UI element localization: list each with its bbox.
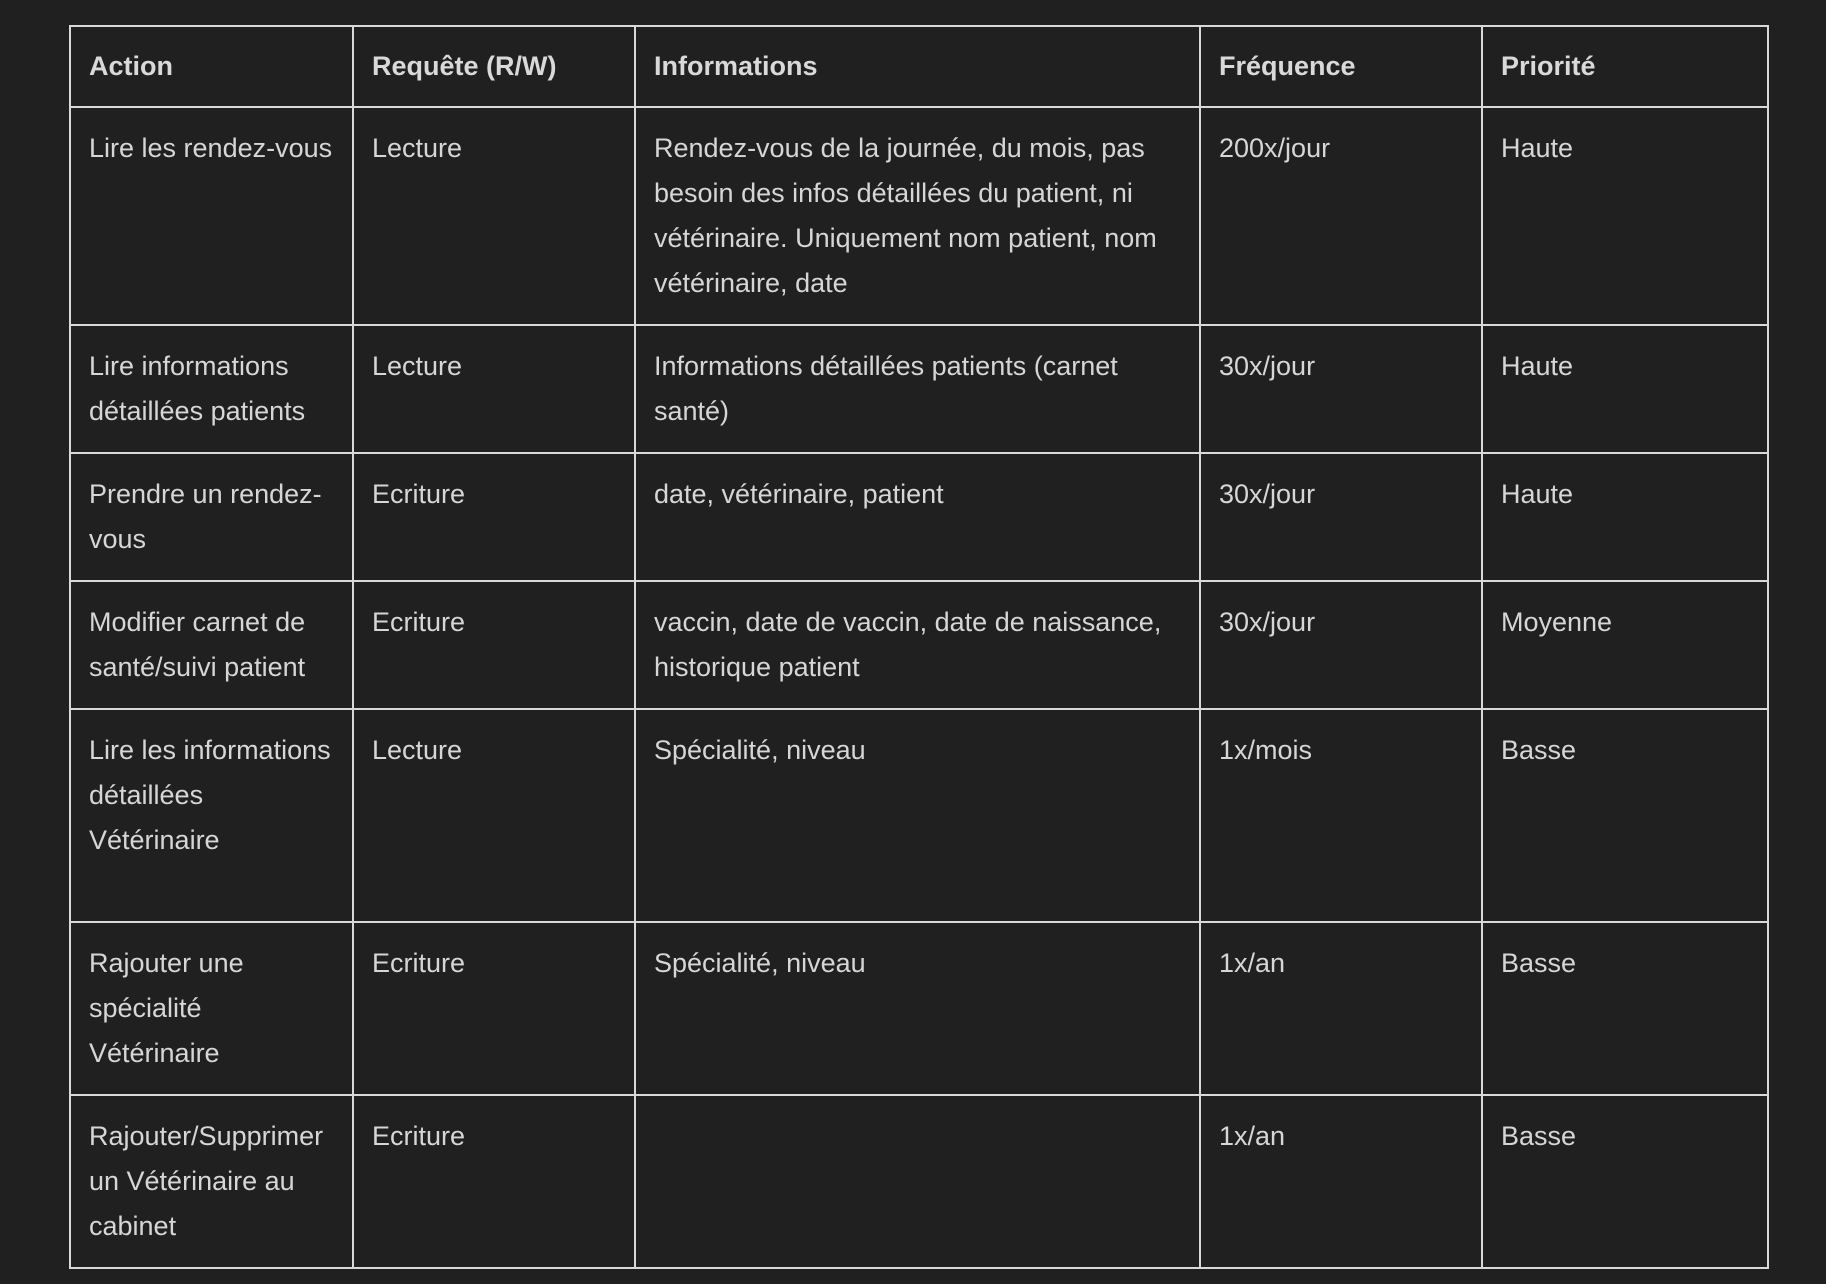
cell-request: Lecture [353,709,635,922]
cell-action: Lire les informations détaillées Vétérinaire [70,709,353,922]
cell-priority: Moyenne [1482,581,1768,709]
cell-priority: Haute [1482,325,1768,453]
cell-action: Lire les rendez-vous [70,107,353,325]
cell-priority: Haute [1482,107,1768,325]
cell-priority: Basse [1482,709,1768,922]
cell-priority: Basse [1482,922,1768,1095]
cell-action: Rajouter une spécialité Vétérinaire [70,922,353,1095]
cell-request: Lecture [353,107,635,325]
header-request: Requête (R/W) [353,26,635,107]
table-row [70,1095,1768,1268]
cell-informations: Spécialité, niveau [635,922,1200,1095]
cell-request: Ecriture [353,453,635,581]
cell-frequency: 1x/an [1200,922,1482,1095]
table-row [70,922,1768,1095]
cell-action: Prendre un rendez-vous [70,453,353,581]
cell-request: Ecriture [353,581,635,709]
header-row [70,26,1768,107]
cell-action: Rajouter/Supprimer un Vétérinaire au cabinet [70,1095,353,1268]
cell-informations [635,1095,1200,1268]
cell-request: Lecture [353,325,635,453]
cell-frequency: 1x/an [1200,1095,1482,1268]
cell-priority: Basse [1482,1095,1768,1268]
header-priority: Priorité [1482,26,1768,107]
header-action: Action [70,26,353,107]
header-frequency: Fréquence [1200,26,1482,107]
table-row [70,325,1768,453]
cell-priority: Haute [1482,453,1768,581]
table-header [70,26,1768,107]
table-row [70,107,1768,325]
header-informations: Informations [635,26,1200,107]
cell-frequency: 1x/mois [1200,709,1482,922]
cell-informations: Spécialité, niveau [635,709,1200,922]
table-row [70,453,1768,581]
cell-informations: Informations détaillées patients (carnet santé) [635,325,1200,453]
cell-request: Ecriture [353,922,635,1095]
cell-informations: vaccin, date de vaccin, date de naissance, historique patient [635,581,1200,709]
requirements-table [69,25,1769,1269]
cell-frequency: 30x/jour [1200,453,1482,581]
table-row [70,709,1768,922]
cell-frequency: 30x/jour [1200,581,1482,709]
cell-informations: date, vétérinaire, patient [635,453,1200,581]
cell-informations: Rendez-vous de la journée, du mois, pas besoin des infos détaillées du patient, ni vétérinaire. Uniquement nom patient, nom vétérinaire, date [635,107,1200,325]
cell-action: Lire informations détaillées patients [70,325,353,453]
cell-action: Modifier carnet de santé/suivi patient [70,581,353,709]
cell-frequency: 30x/jour [1200,325,1482,453]
table-row [70,581,1768,709]
requirements-table-container [69,25,1767,1269]
cell-frequency: 200x/jour [1200,107,1482,325]
cell-request: Ecriture [353,1095,635,1268]
table-body [70,107,1768,1268]
